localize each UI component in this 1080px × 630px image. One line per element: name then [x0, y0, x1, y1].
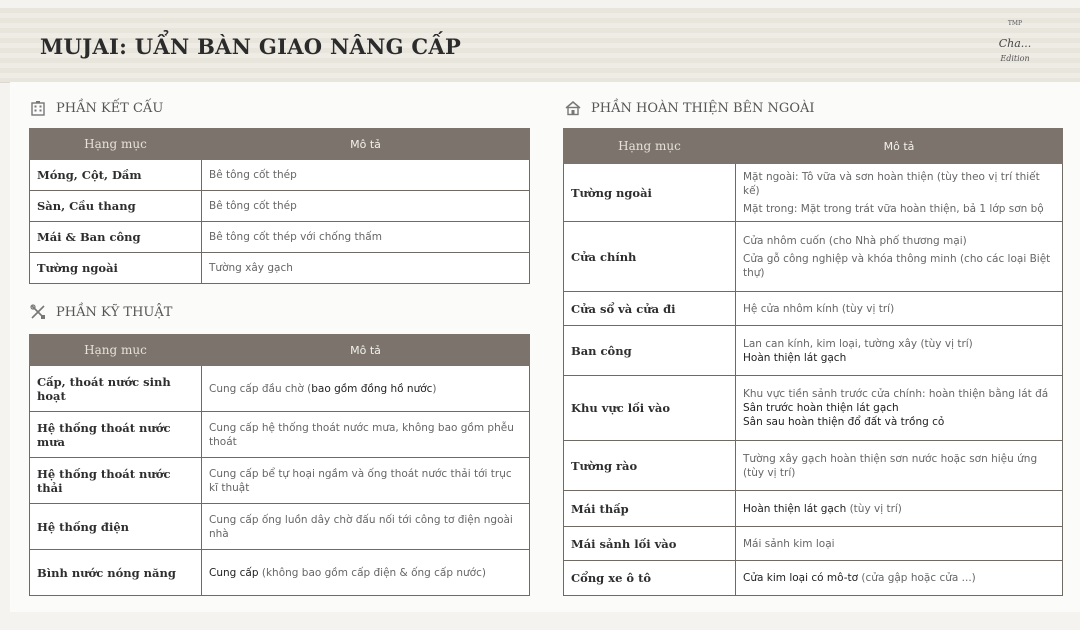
- tools-icon: [30, 304, 46, 320]
- row-desc: Cung cấp bể tự hoại ngầm và ống thoát nước thải tới trục kĩ thuật: [202, 458, 530, 504]
- row-desc: Bê tông cốt thép: [202, 160, 530, 191]
- section-technical-title: [30, 304, 172, 320]
- desc-line: Cửa nhôm cuốn (cho Nhà phố thương mại): [743, 234, 967, 247]
- row-desc: Bê tông cốt thép với chống thấm: [202, 222, 530, 253]
- row-item: Mái thấp: [564, 491, 736, 527]
- brand-small: TMP: [1007, 20, 1023, 27]
- desc-text: (tùy vị trí): [846, 502, 902, 515]
- row-desc: [736, 491, 1063, 527]
- row-item: Hệ thống thoát nước mưa: [30, 412, 202, 458]
- table-row: [30, 222, 530, 253]
- table-row: [564, 527, 1063, 561]
- row-item: Sàn, Cầu thang: [30, 191, 202, 222]
- desc-line: Mặt trong: Mặt trong trát vữa hoàn thiện, bả 1 lớp sơn bộ: [743, 202, 1044, 215]
- exterior-table: [563, 128, 1063, 596]
- house-icon: [565, 100, 581, 116]
- desc-line: Lan can kính, kim loại, tường xây (tùy vị trí): [743, 337, 973, 350]
- row-item: Mái sảnh lối vào: [564, 527, 736, 561]
- row-item: Móng, Cột, Dầm: [30, 160, 202, 191]
- section-exterior-title: [565, 100, 815, 116]
- table-row: [30, 366, 530, 412]
- row-desc: Tường xây gạch: [202, 253, 530, 284]
- desc-line: Mặt ngoài: Tô vữa và sơn hoàn thiện (tùy theo vị trí thiết kế): [743, 170, 1040, 197]
- section-structure-title: [30, 100, 163, 116]
- row-desc: [736, 222, 1063, 292]
- row-desc: [736, 376, 1063, 441]
- table-row: [564, 561, 1063, 596]
- row-desc: [736, 561, 1063, 596]
- row-item: Cửa sổ và cửa đi: [564, 292, 736, 326]
- desc-strong: Cửa kim loại có mô-tơ: [743, 572, 859, 584]
- row-item: Cửa chính: [564, 222, 736, 292]
- row-item: Tường ngoài: [30, 253, 202, 284]
- desc-strong: Cung cấp: [209, 566, 259, 579]
- row-item: Tường rào: [564, 441, 736, 491]
- table-row: [30, 160, 530, 191]
- row-item: Khu vực lối vào: [564, 376, 736, 441]
- row-desc: Mái sảnh kim loại: [736, 527, 1063, 561]
- section-structure-label: PHẦN KẾT CẤU: [56, 100, 164, 116]
- table-row: [564, 376, 1063, 441]
- column-header-item: Hạng mục: [30, 335, 202, 366]
- desc-line: Khu vực tiền sảnh trước cửa chính: hoàn thiện bằng lát đá: [743, 388, 1049, 400]
- table-row: [564, 441, 1063, 491]
- row-item: Cổng xe ô tô: [564, 561, 736, 596]
- brand-logo: [980, 18, 1050, 76]
- table-row: [564, 326, 1063, 376]
- desc-strong: Hoàn thiện lát gạch: [743, 351, 847, 364]
- row-desc: [202, 550, 530, 596]
- column-header-item: Hạng mục: [30, 129, 202, 160]
- desc-text: Cung cấp đầu chờ (: [209, 382, 312, 395]
- row-item: Hệ thống điện: [30, 504, 202, 550]
- table-row: [564, 491, 1063, 527]
- column-header-desc: Mô tả: [736, 129, 1063, 164]
- desc-strong: bao gồm đồng hồ nước: [311, 382, 433, 395]
- brand-script: Cha...: [998, 37, 1032, 50]
- row-desc: Cung cấp ống luồn dây chờ đấu nối tới công tơ điện ngoài nhà: [202, 504, 530, 550]
- row-desc: [736, 164, 1063, 222]
- table-row: [564, 292, 1063, 326]
- desc-strong: Sân sau hoàn thiện đổ đất và trồng cỏ: [743, 416, 945, 428]
- row-desc: [202, 366, 530, 412]
- building-icon: [30, 100, 46, 116]
- column-header-desc: Mô tả: [202, 335, 530, 366]
- section-exterior-label: PHẦN HOÀN THIỆN BÊN NGOÀI: [591, 100, 815, 116]
- brand-sub: Edition: [1000, 54, 1030, 63]
- row-desc: Tường xây gạch hoàn thiện sơn nước hoặc sơn hiệu ứng (tùy vị trí): [736, 441, 1063, 491]
- table-row: [30, 412, 530, 458]
- table-header-row: [30, 129, 530, 160]
- row-desc: [736, 326, 1063, 376]
- page-title: MUJAI: UẨN BÀN GIAO NÂNG CẤP: [40, 34, 462, 59]
- column-header-item: Hạng mục: [564, 129, 736, 164]
- desc-line: Cửa gỗ công nghiệp và khóa thông minh (cho các loại Biệt thự): [743, 252, 1051, 279]
- row-desc: Hệ cửa nhôm kính (tùy vị trí): [736, 292, 1063, 326]
- desc-text: (không bao gồm cấp điện & ống cấp nước): [258, 566, 486, 579]
- row-item: Cấp, thoát nước sinh hoạt: [30, 366, 202, 412]
- table-row: [30, 504, 530, 550]
- row-desc: Bê tông cốt thép: [202, 191, 530, 222]
- structure-table: [29, 128, 530, 284]
- table-row: [30, 458, 530, 504]
- row-item: Ban công: [564, 326, 736, 376]
- section-technical-label: PHẦN KỸ THUẬT: [56, 304, 173, 320]
- desc-strong: Sân trước hoàn thiện lát gạch: [743, 402, 899, 414]
- table-header-row: [30, 335, 530, 366]
- table-header-row: [564, 129, 1063, 164]
- table-row: [564, 164, 1063, 222]
- row-item: Bình nước nóng năng: [30, 550, 202, 596]
- desc-text: (cửa gập hoặc cửa ...): [858, 572, 976, 584]
- desc-strong: Hoàn thiện lát gạch: [743, 502, 847, 515]
- table-row: [30, 253, 530, 284]
- table-row: [30, 550, 530, 596]
- desc-text: ): [432, 382, 437, 395]
- table-row: [564, 222, 1063, 292]
- row-item: Tường ngoài: [564, 164, 736, 222]
- table-row: [30, 191, 530, 222]
- column-header-desc: Mô tả: [202, 129, 530, 160]
- row-item: Mái & Ban công: [30, 222, 202, 253]
- row-desc: Cung cấp hệ thống thoát nước mưa, không bao gồm phễu thoát: [202, 412, 530, 458]
- row-item: Hệ thống thoát nước thải: [30, 458, 202, 504]
- technical-table: [29, 334, 530, 596]
